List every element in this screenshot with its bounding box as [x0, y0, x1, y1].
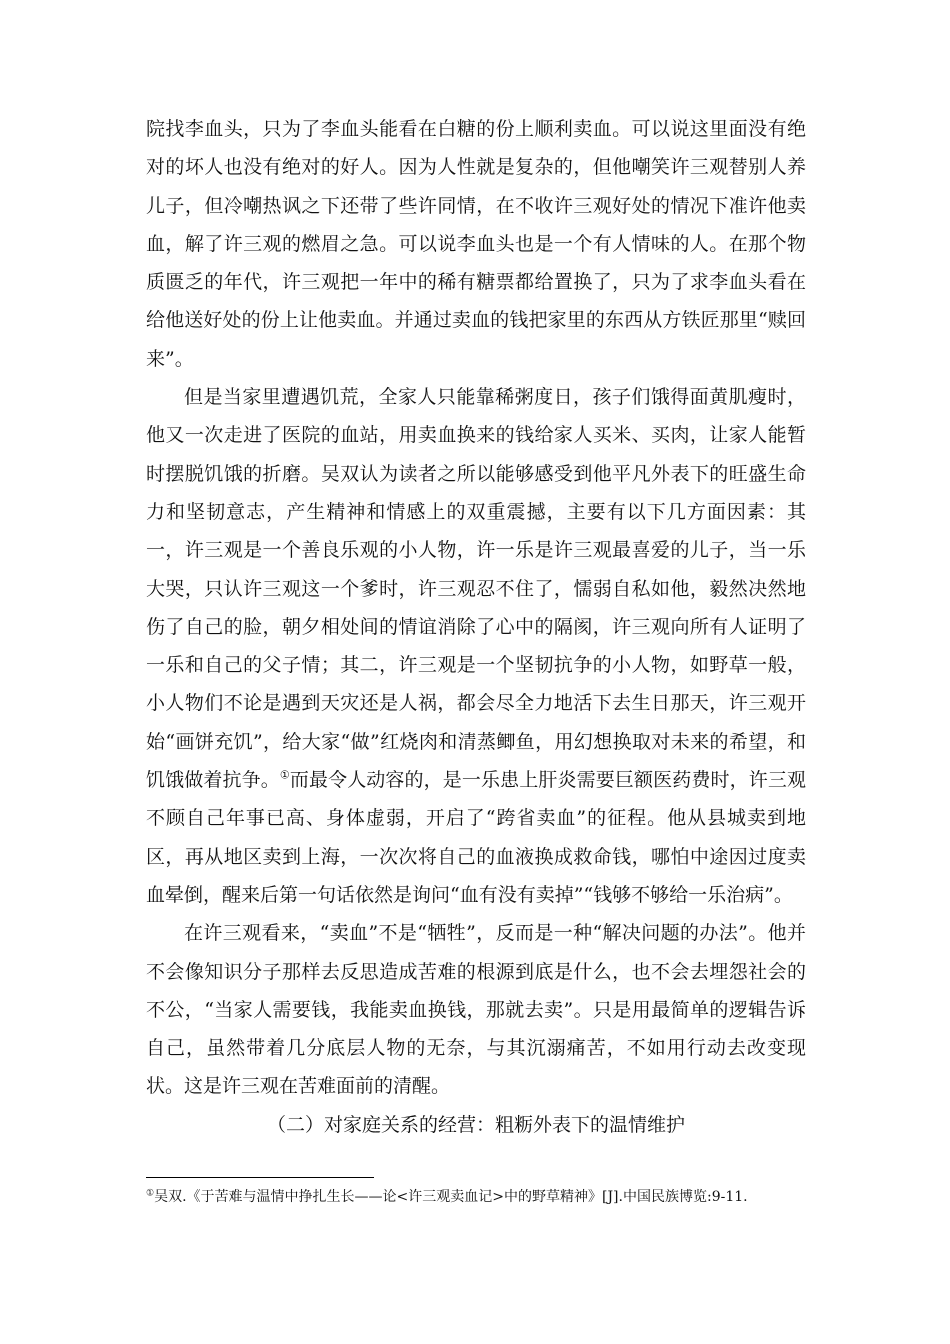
paragraph-famine-text-a: 但是当家里遭遇饥荒，全家人只能靠稀粥度日，孩子们饿得面黄肌瘦时，他又一次走进了医院的血站，用卖血换来的钱给家人买米、买肉，让家人能暂时摆脱饥饿的折磨。吴双认为读者之所以能够感受到他平凡外表下的旺盛生命力和坚韧意志，产生精神和情感上的双重震撼，主要有以下几方面因素：其一，许三观是一个善良乐观的小人物，许一乐是许三观最喜爱的儿子，当一乐大哭，只认许三观这一个爹时，许三观忍不住了，懦弱自私如他，毅然决然地伤了自己的脸，朝夕相处间的情谊消除了心中的隔阂，许三观向所有人证明了一乐和自己的父子情；其二，许三观是一个坚韧抗争的小人物，如野草一般，小人物们不论是遇到天灾还是人祸，都会尽全力地活下去生日那天，许三观开始“画饼充饥”，给大家“做”红烧肉和清蒸鲫鱼，用幻想换取对未来的希望，和饥饿做着抗争。 — [146, 386, 806, 792]
paragraph-clarity: 在许三观看来，“卖血”不是“牺牲”，反而是一种“解决问题的办法”。他并不会像知识分子那样去反思造成苦难的根源到底是什么，也不会去埋怨社会的不公，“当家人需要钱，我能卖血换钱，那就去卖”。只是用最简单的逻辑告诉自己，虽然带着几分底层人物的无奈，与其沉溺痛苦，不如用行动去改变现状。这是许三观在苦难面前的清醒。 — [146, 922, 806, 1098]
footnote-mark: ① — [146, 1188, 155, 1199]
section-heading: （二）对家庭关系的经营：粗粝外表下的温情维护 — [266, 1113, 685, 1136]
paragraph-famine — [146, 378, 806, 914]
footnote-reference[interactable]: ① — [279, 768, 290, 782]
footnote — [146, 1186, 806, 1209]
paragraph-famine-text-b: 而最令人动容的，是一乐患上肝炎需要巨额医药费时，许三观不顾自己年事已高、身体虚弱，开启了“跨省卖血”的征程。他从县城卖到地区，再从地区卖到上海，一次次将自己的血液换成救命钱，哪怕中途因过度卖血晕倒，醒来后第一句话依然是询问“血有没有卖掉”“钱够不够给一乐治病”。 — [146, 769, 806, 906]
footnote-text: 吴双.《于苦难与温情中挣扎生长——论<许三观卖血记>中的野草精神》[J].中国民族博览:9-11. — [154, 1189, 748, 1205]
body-text — [146, 110, 806, 1144]
footnote-separator — [146, 1177, 374, 1178]
paragraph-continued: 院找李血头，只为了李血头能看在白糖的份上顺利卖血。可以说这里面没有绝对的坏人也没有绝对的好人。因为人性就是复杂的，但他嘲笑许三观替别人养儿子，但冷嘲热讽之下还带了些许同情，在不收许三观好处的情况下准许他卖血，解了许三观的燃眉之急。可以说李血头也是一个有人情味的人。在那个物质匮乏的年代，许三观把一年中的稀有糖票都给置换了，只为了求李血头看在给他送好处的份上让他卖血。并通过卖血的钱把家里的东西从方铁匠那里“赎回来”。 — [146, 118, 806, 370]
